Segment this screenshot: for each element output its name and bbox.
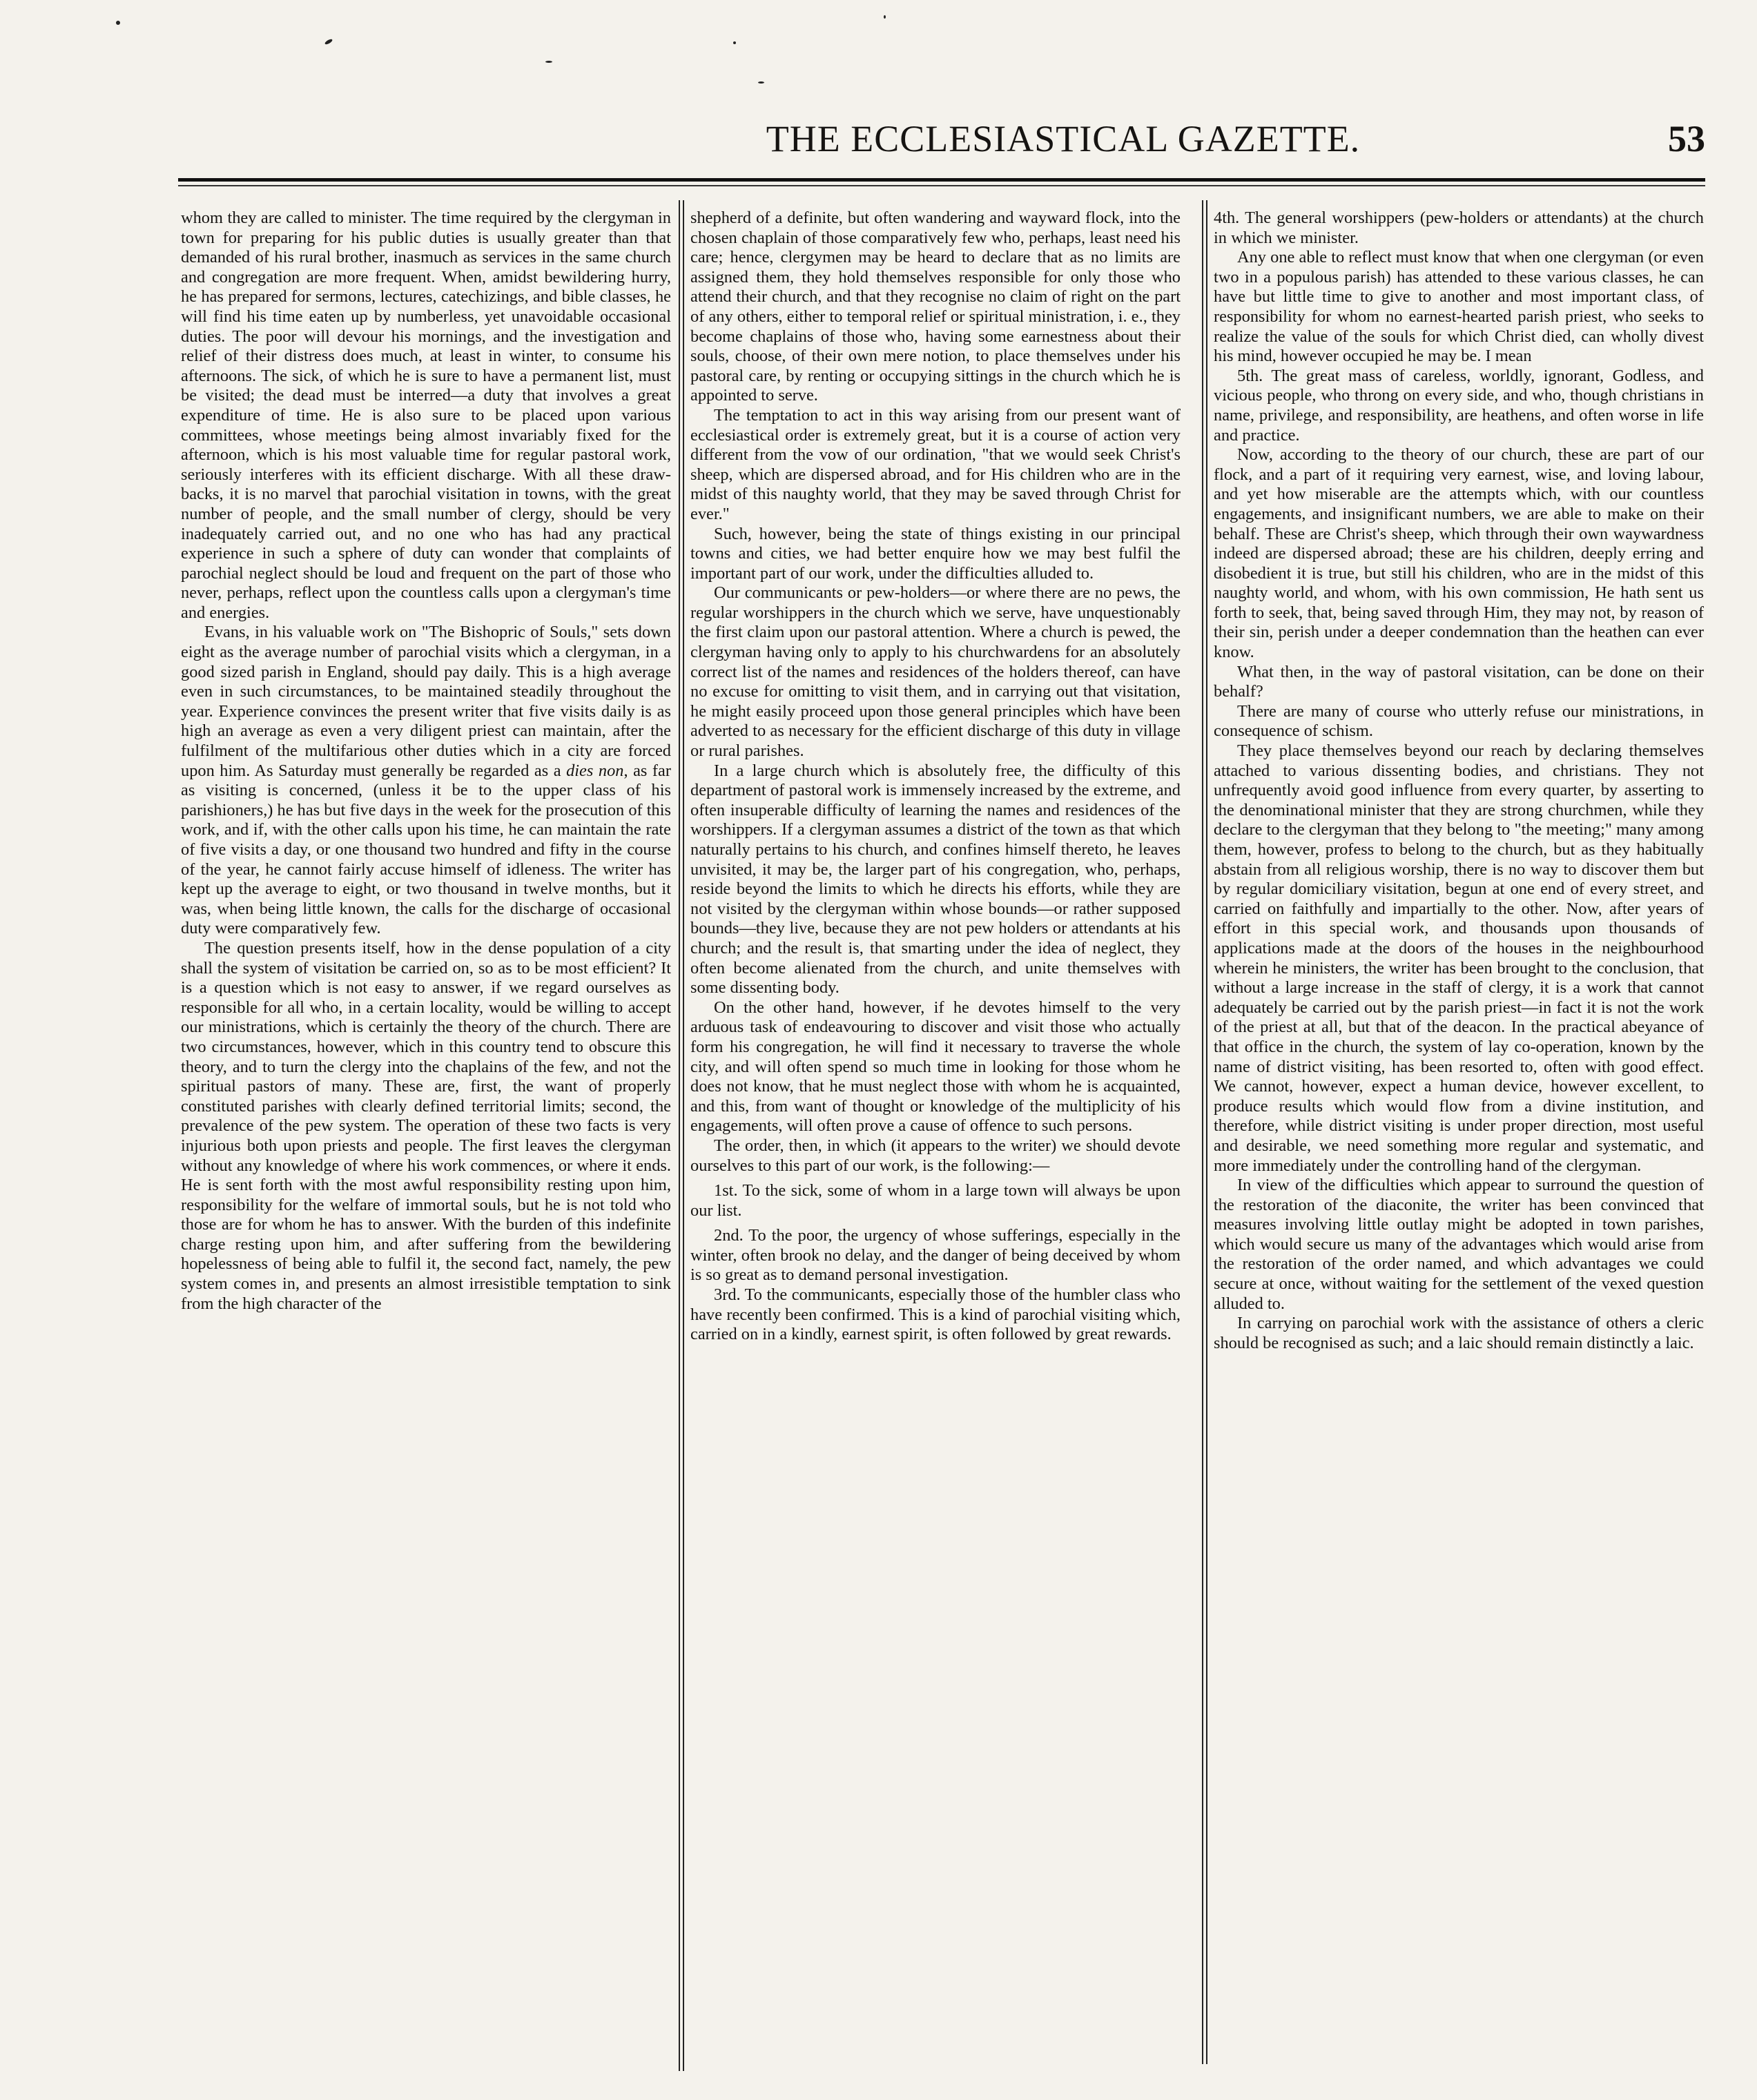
list-item: 2nd. To the poor, the urgency of whose sufferings, especially in the winter, often brook no delay, and the danger of being deceived by whom is so great as to demand personal investigation. — [690, 1226, 1181, 1285]
list-item: 5th. The great mass of careless, worldly, ignorant, Godless, and vicious people, who throng on every side, and who, though christians in name, privilege, and responsibility, are heathens, and often worse in life and practice. — [1214, 366, 1704, 445]
list-item: 1st. To the sick, some of whom in a large town will always be upon our list. — [690, 1181, 1181, 1220]
article-paragraph: whom they are called to minister. The time required by the clergyman in town for preparing for his public duties is usually greater than that demanded of his rural brother, inasmuch as services in the same church and congregation are more frequent. When, amidst bewildering hurry, he has prepared for sermons, lectures, catechizings, and bible classes, he will find his time eaten up by numberless, yet unavoidable occasional duties. The poor will devour his mornings, and the investigation and relief of their distress does much, at least in winter, to consume his afternoons. The sick, of which he is sure to have a permanent list, must be visited; the dead must be interred—a duty that involves a great expenditure of time. He is also sure to be placed upon various committees, whose meetings being almost invariably fixed for the afternoon, which is his most valuable time for regular pastoral work, seriously interferes with its efficient discharge. With all these draw-backs, it is no marvel that parochial visitation in towns, with the great number of people, and the small number of clergy, should be very inadequately carried out, and no one who has had any practical experience in such a sphere of duty can wonder that complaints of parochial neglect should be loud and frequent on the part of those who never, perhaps, reflect upon the countless calls upon a clergyman's time and energies. — [181, 208, 671, 622]
article-paragraph: Any one able to reflect must know that when one clergyman (or even two in a populous parish) has attended to these various classes, he can have but little time to give to another and most important class, of responsibility for whom no earnest-hearted parish priest, who seeks to realize the value of the souls for which Christ died, can wholly divest his mind, however occupied he may be. I mean — [1214, 248, 1704, 366]
column-divider — [1202, 200, 1203, 2064]
column-divider — [679, 200, 680, 2071]
article-paragraph: The order, then, in which (it appears to the writer) we should devote ourselves to this part of our work, is the following:— — [690, 1136, 1181, 1175]
page-header — [173, 117, 1705, 173]
page-number: 53 — [1668, 118, 1705, 159]
article-column-1 — [181, 208, 671, 2092]
article-paragraph: On the other hand, however, if he devotes himself to the very arduous task of endeavouring to discover and visit those who actually form his congregation, he will find it necessary to traverse the whole city, and will often spend so much time in looking for those whom he does not know, that he must neglect those with whom he is acquainted, and this, from want of thought or knowledge of the multiplicity of his engagements, will often prove a cause of offence to such persons. — [690, 998, 1181, 1136]
article-paragraph: shepherd of a definite, but often wandering and wayward flock, into the chosen chaplain of those comparatively few who, perhaps, least need his care; hence, clergymen may be heard to declare that as no limits are assigned them, they hold themselves responsible for only those who attend their church, and that they recognise no claim of right on the part of any others, either to temporal relief or spiritual ministration, i. e., they become chaplains of those who, having some earnestness about their souls, choose, of their own mere notion, to place themselves under his pastoral care, by renting or occupying sittings in the church which he is appointed to serve. — [690, 208, 1181, 405]
article-paragraph: The temptation to act in this way arising from our present want of ecclesiastical order is extremely great, but it is a course of action very different from the vow of our ordination, "that we would seek Christ's sheep, which are dispersed abroad, and for His children who are in the midst of this naughty world, that they may be saved through Christ for ever." — [690, 405, 1181, 523]
article-paragraph: In carrying on parochial work with the assistance of others a cleric should be recognised as such; and a laic should remain distinctly a laic. — [1214, 1314, 1704, 1352]
article-paragraph: The question presents itself, how in the dense population of a city shall the system of visitation be carried on, so as to be most efficient? It is a question which is not easy to answer, if we regard ourselves as responsible for all who, in a certain locality, would be willing to accept our ministrations, which is certainly the theory of the church. There are two circumstances, however, which in this country tend to obscure this theory, and to turn the clergy into the chaplains of the few, and not the spiritual pastors of many. These are, first, the want of properly constituted parishes with clearly defined territorial limits; second, the prevalence of the pew system. The operation of these two facts is very injurious both upon priests and people. The first leaves the clergyman without any knowledge of where his work commences, or where it ends. He is sent forth with the most awful responsibility resting upon him, responsibility for the welfare of immortal souls, but he is not told who those are for whom he has to answer. With the burden of this indefinite charge resting upon him, and after suffering from the bewildering hopelessness of being able to fulfil it, the second fact, namely, the pew system comes in, and presents an almost irresistible temptation to sink from the high character of the — [181, 938, 671, 1313]
article-paragraph: They place themselves beyond our reach by declaring themselves attached to various dissenting bodies, and christians. They not unfrequently avoid good influence from every quarter, by asserting to the denominational minister that they are strong churchmen, while they declare to the clergyman that they belong to "the meeting;" many among them, however, profess to belong to the church, but as they habitually abstain from all religious worship, there is no way to discover them but by regular domiciliary visitation, begun at one end of every street, and carried on faithfully and impartially to the other. Now, after years of effort in this special work, and thousands upon thousands of applications made at the doors of the houses in the neighbourhood wherein he ministers, the writer has been brought to the conclusion, that without a large increase in the staff of clergy, it is a work that cannot adequately be carried out by the parish priest—in fact it is not the work of the priest at all, but that of the deacon. In the practical abeyance of that office in the church, the system of lay co-operation, known by the name of district visiting, has been resorted to, often with good effect. We cannot, however, expect a human device, however excellent, to produce results which would flow from a divine institution, and therefore, while district visiting is under proper direction, most useful and desirable, we need something more regular and systematic, and more immediately under the controlling hand of the clergyman. — [1214, 741, 1704, 1175]
column-divider — [683, 200, 684, 2071]
article-paragraph: Our communicants or pew-holders—or where there are no pews, the regular worshippers in the church which we serve, have unquestionably the first claim upon our pastoral attention. Where a church is pewed, the clergyman having only to apply to his churchwardens for an absolutely correct list of the names and residences of the holders thereof, can have no excuse for omitting to visit them, and in carrying out that visitation, he might easily proceed upon those general principles which have been adverted to as necessary for the efficient discharge of this duty in village or rural parishes. — [690, 583, 1181, 761]
column-divider — [1206, 200, 1207, 2064]
article-paragraph: There are many of course who utterly refuse our ministrations, in consequence of schism. — [1214, 701, 1704, 741]
list-item: 3rd. To the communicants, especially those of the humbler class who have recently been confirmed. This is a kind of parochial visiting which, carried on in a kindly, earnest spirit, is often followed by great rewards. — [690, 1285, 1181, 1344]
article-column-3 — [1214, 208, 1704, 2092]
header-rule-thin — [178, 185, 1705, 186]
header-rule — [178, 178, 1705, 182]
gazette-title: THE ECCLESIASTICAL GAZETTE. — [766, 118, 1361, 159]
article-paragraph: Now, according to the theory of our church, these are part of our flock, and a part of it requiring very earnest, wise, and loving labour, and yet how miserable are the attempts which, with our countless engagements, and insignificant numbers, we are able to make on their behalf. These are Christ's sheep, which through their own waywardness indeed are dispersed abroad; these are his children, deeply erring and disobedient it is true, but still his children, who are in the midst of this naughty world, and whom, with his own commission, He hath sent us forth to seek, that, being saved through Him, they may not, by reason of their sin, perish under a deeper condemnation than the heathen can ever know. — [1214, 445, 1704, 662]
list-item: 4th. The general worshippers (pew-holders or attendants) at the church in which we minister. — [1214, 208, 1704, 247]
article-column-2 — [690, 208, 1181, 2092]
article-paragraph: What then, in the way of pastoral visitation, can be done on their behalf? — [1214, 662, 1704, 701]
article-paragraph: In view of the difficulties which appear to surround the question of the restoration of the diaconite, the writer has been convinced that measures involving little outlay might be adopted in town parishes, which would secure us many of the advantages which would arise from the restoration of the order named, and which advantages we could secure at once, without waiting for the settlement of the vexed question alluded to. — [1214, 1176, 1704, 1313]
article-paragraph: In a large church which is absolutely free, the difficulty of this department of pastoral work is immensely increased by the extreme, and often insuperable difficulty of learning the names and residences of the worshippers. If a clergyman assumes a district of the town as that which naturally pertains to his church, and confines himself thereto, he leaves unvisited, it may be, the larger part of his congregation, who, perhaps, reside beyond the limits to which he directs his efforts, while they are not visited by the clergyman within whose bounds—or rather supposed bounds—they live, because they are not pew holders or attendants at his church; and the result is, that smarting under the idea of neglect, they often become alienated from the church, and unite themselves with some dissenting body. — [690, 761, 1181, 998]
article-paragraph: Evans, in his valuable work on "The Bishopric of Souls," sets down eight as the average number of parochial visits which a clergyman, in a good sized parish in England, should pay daily. This is a high average even in such circumstances, to be maintained steadily throughout the year. Experience convinces the present writer that five visits daily is as high an average as even a very diligent priest can maintain, after the fulfilment of the multifarious other duties which in a city are forced upon him. As Saturday must generally be regarded as a dies non, as far as visiting is concerned, (unless it be to the upper class of his parishioners,) he has but five days in the week for the prosecution of this work, and if, with the other calls upon his time, he can maintain the rate of five visits a day, or one thousand two hundred and fifty in the course of the year, he cannot fairly accuse himself of idleness. The writer has kept up the average to eight, or two thousand in twelve months, but it was, when being little known, the calls for the discharge of occasional duty were comparatively few. — [181, 623, 671, 938]
article-paragraph: Such, however, being the state of things existing in our principal towns and cities, we had better enquire how we may best fulfil the important part of our work, under the difficulties alluded to. — [690, 524, 1181, 583]
